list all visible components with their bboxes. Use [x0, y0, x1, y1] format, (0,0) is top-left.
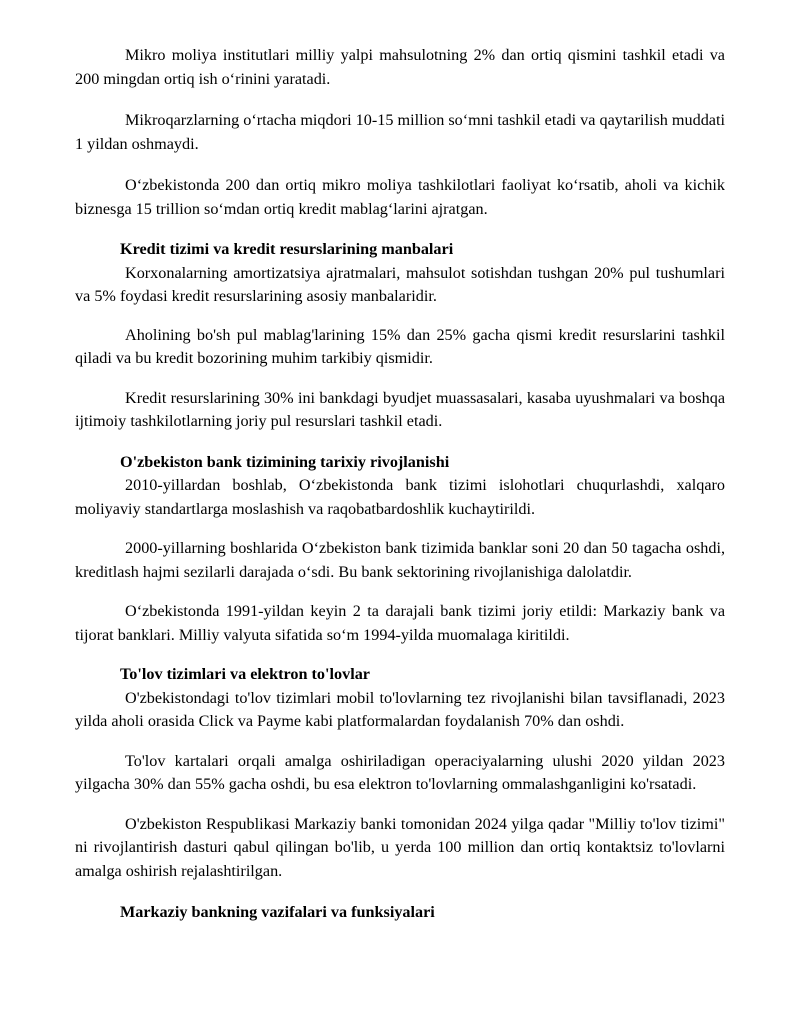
paragraph: Oʻzbekistonda 1991-yildan keyin 2 ta darajali bank tizimi joriy etildi: Markaziy bank va tijorat banklari. Milliy valyuta sifatida soʻm 1994-yilda muomalaga kiritildi.	[75, 602, 725, 644]
paragraph: Korxonalarning amortizatsiya ajratmalari, mahsulot sotishdan tushgan 20% pul tushumlari va 5% foydasi kredit resurslarining asosiy manbalaridir.	[75, 263, 725, 305]
section-central-bank	[75, 901, 725, 925]
section-heading: To'lov tizimlari va elektron to'lovlar	[120, 665, 370, 683]
section-heading: Markaziy bankning vazifalari va funksiyalari	[120, 903, 435, 921]
paragraph: O'zbekiston Respublikasi Markaziy banki tomonidan 2024 yilga qadar "Milliy to'lov tizimi" ni rivojlantirish dasturi qabul qilingan bo'lib, u yerda 100 million dan ortiq kontaktsiz to'lovlarni amalga oshirish rejalashtirilgan.	[75, 814, 725, 880]
paragraph-microloan-size: Mikroqarzlarning oʻrtacha miqdori 10-15 million soʻmni tashkil etadi va qaytarilish muddati 1 yildan oshmaydi.	[75, 111, 725, 153]
paragraph: To'lov kartalari orqali amalga oshiriladigan operaciyalarning ulushi 2020 yildan 2023 yilgacha 30% dan 55% gacha oshdi, bu esa elektron to'lovlarning ommalashganligini ko'rsatadi.	[75, 751, 725, 793]
paragraph: Aholining bo'sh pul mablag'larining 15% dan 25% gacha qismi kredit resurslarini tashkil qiladi va bu kredit bozorining muhim tarkibiy qismidir.	[75, 325, 725, 367]
section-heading: O'zbekiston bank tizimining tarixiy rivojlanishi	[120, 452, 450, 471]
paragraph: O'zbekistondagi to'lov tizimlari mobil to'lovlarning tez rivojlanishi bilan tavsiflanadi, 2023 yilda aholi orasida Click va Payme kabi platformalardan foydalanish 70% dan oshdi.	[75, 688, 725, 730]
paragraph: 2000-yillarning boshlarida Oʻzbekiston bank tizimida banklar soni 20 dan 50 tagacha oshdi, kreditlash hajmi sezilarli darajada oʻsdi. Bu bank sektorining rivojlanishiga dalolatdir.	[75, 539, 725, 581]
section-credit-resources	[75, 238, 725, 434]
section-payment-systems	[75, 663, 725, 883]
paragraph-microfinance-count: Oʻzbekistonda 200 dan ortiq mikro moliya tashkilotlari faoliyat koʻrsatib, aholi va kichik biznesga 15 trillion soʻmdan ortiq kredit mablagʻlarini ajratgan.	[75, 176, 725, 218]
paragraph: Kredit resurslarining 30% ini bankdagi byudjet muassasalari, kasaba uyushmalari va boshqa ijtimoiy tashkilotlarning joriy pul resurslari tashkil etadi.	[75, 388, 725, 430]
section-bank-history	[75, 451, 725, 648]
paragraph-microfinance-gdp: Mikro moliya institutlari milliy yalpi mahsulotning 2% dan ortiq qismini tashkil etadi va 200 mingdan ortiq ish oʻrinini yaratadi.	[75, 46, 725, 88]
section-heading: Kredit tizimi va kredit resurslarining manbalari	[120, 240, 454, 258]
paragraph: 2010-yillardan boshlab, Oʻzbekistonda bank tizimi islohotlari chuqurlashdi, xalqaro moliyaviy standartlarga moslashish va raqobatbardoshlik kuchaytirildi.	[75, 476, 725, 518]
